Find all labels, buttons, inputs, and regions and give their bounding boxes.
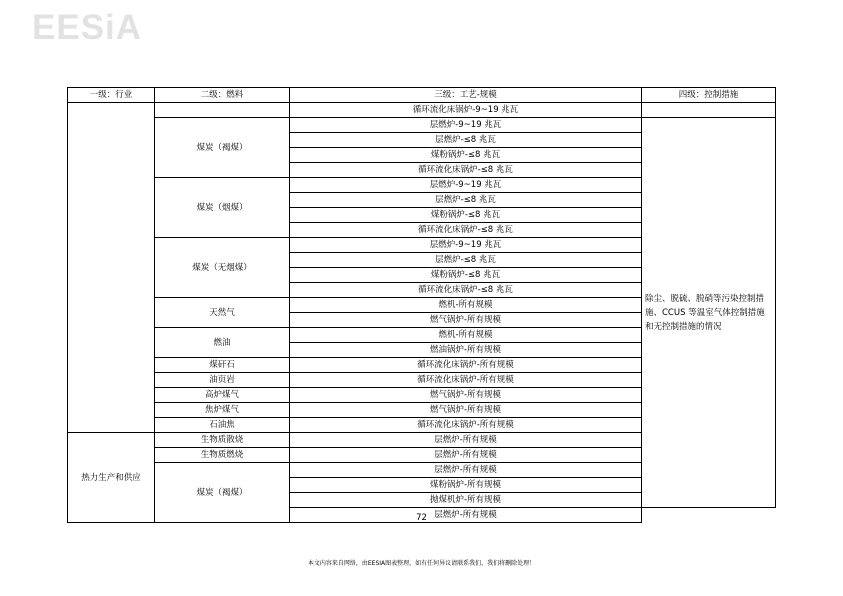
fuel-cell: 油页岩 [155, 373, 290, 388]
control-measures-cell: 除尘、脱硫、脱硝等污染控制措施、CCUS 等温室气体控制措施和无控制措施的情况 [642, 118, 776, 508]
fuel-cell [155, 103, 290, 118]
fuel-cell: 天然气 [155, 298, 290, 328]
fuel-cell: 煤矸石 [155, 358, 290, 373]
process-cell: 燃气锅炉-所有规模 [290, 388, 642, 403]
process-cell: 燃油锅炉-所有规模 [290, 343, 642, 358]
table-row [68, 103, 776, 118]
measure-cell [642, 103, 776, 118]
process-cell: 燃机-所有规模 [290, 328, 642, 343]
table-row [68, 118, 776, 133]
process-cell: 层燃炉-≤8 兆瓦 [290, 253, 642, 268]
process-cell: 层燃炉-所有规模 [290, 433, 642, 448]
process-cell: 燃气锅炉-所有规模 [290, 403, 642, 418]
process-cell: 层燃炉-9~19 兆瓦 [290, 238, 642, 253]
process-cell: 循环流化床锅炉-≤8 兆瓦 [290, 163, 642, 178]
fuel-cell: 焦炉煤气 [155, 403, 290, 418]
process-cell: 循环流化床锅炉-9~19 兆瓦 [290, 103, 642, 118]
process-cell: 燃气锅炉-所有规模 [290, 313, 642, 328]
fuel-cell: 生物质散烧 [155, 433, 290, 448]
fuel-cell: 煤炭（无烟煤） [155, 238, 290, 298]
process-cell: 层燃炉-9~19 兆瓦 [290, 118, 642, 133]
process-cell: 层燃炉-所有规模 [290, 463, 642, 478]
fuel-cell: 石油焦 [155, 418, 290, 433]
process-cell: 循环流化床锅炉-≤8 兆瓦 [290, 223, 642, 238]
process-cell: 层燃炉-所有规模 [290, 508, 642, 523]
process-cell: 循环流化床锅炉-所有规模 [290, 358, 642, 373]
header-level1: 一级：行业 [68, 88, 155, 103]
process-cell: 层燃炉-所有规模 [290, 448, 642, 463]
header-level4: 四级：控制措施 [642, 88, 776, 103]
process-cell: 层燃炉-≤8 兆瓦 [290, 193, 642, 208]
process-cell: 循环流化床锅炉-所有规模 [290, 373, 642, 388]
industry-cell [68, 103, 155, 433]
header-level3: 三级：工艺-规模 [290, 88, 642, 103]
brand-logo: EESiA [32, 8, 143, 47]
industry-cell: 热力生产和供应 [68, 433, 155, 523]
process-cell: 燃机-所有规模 [290, 298, 642, 313]
process-cell: 层燃炉-≤8 兆瓦 [290, 133, 642, 148]
footer-disclaimer: 本文内容来自网络，由EESIA图表整理，如有任何异议请联系我们，我们将删除处理！ [307, 560, 536, 567]
fuel-cell: 生物质燃烧 [155, 448, 290, 463]
process-cell: 循环流化床锅炉-所有规模 [290, 418, 642, 433]
header-row [68, 88, 776, 103]
process-cell: 抛煤机炉-所有规模 [290, 493, 642, 508]
process-cell: 层燃炉-9~19 兆瓦 [290, 178, 642, 193]
process-cell: 煤粉锅炉-所有规模 [290, 478, 642, 493]
fuel-cell: 燃油 [155, 328, 290, 358]
page-number: 72 [416, 513, 427, 523]
fuel-cell: 煤炭（烟煤） [155, 178, 290, 238]
process-cell: 循环流化床锅炉-≤8 兆瓦 [290, 283, 642, 298]
process-cell: 煤粉锅炉-≤8 兆瓦 [290, 148, 642, 163]
fuel-cell: 高炉煤气 [155, 388, 290, 403]
fuel-cell: 煤炭（褐煤） [155, 118, 290, 178]
process-cell: 煤粉锅炉-≤8 兆瓦 [290, 208, 642, 223]
classification-table [67, 87, 776, 523]
header-level2: 二级：燃料 [155, 88, 290, 103]
fuel-cell: 煤炭（褐煤） [155, 463, 290, 523]
process-cell: 煤粉锅炉-≤8 兆瓦 [290, 268, 642, 283]
